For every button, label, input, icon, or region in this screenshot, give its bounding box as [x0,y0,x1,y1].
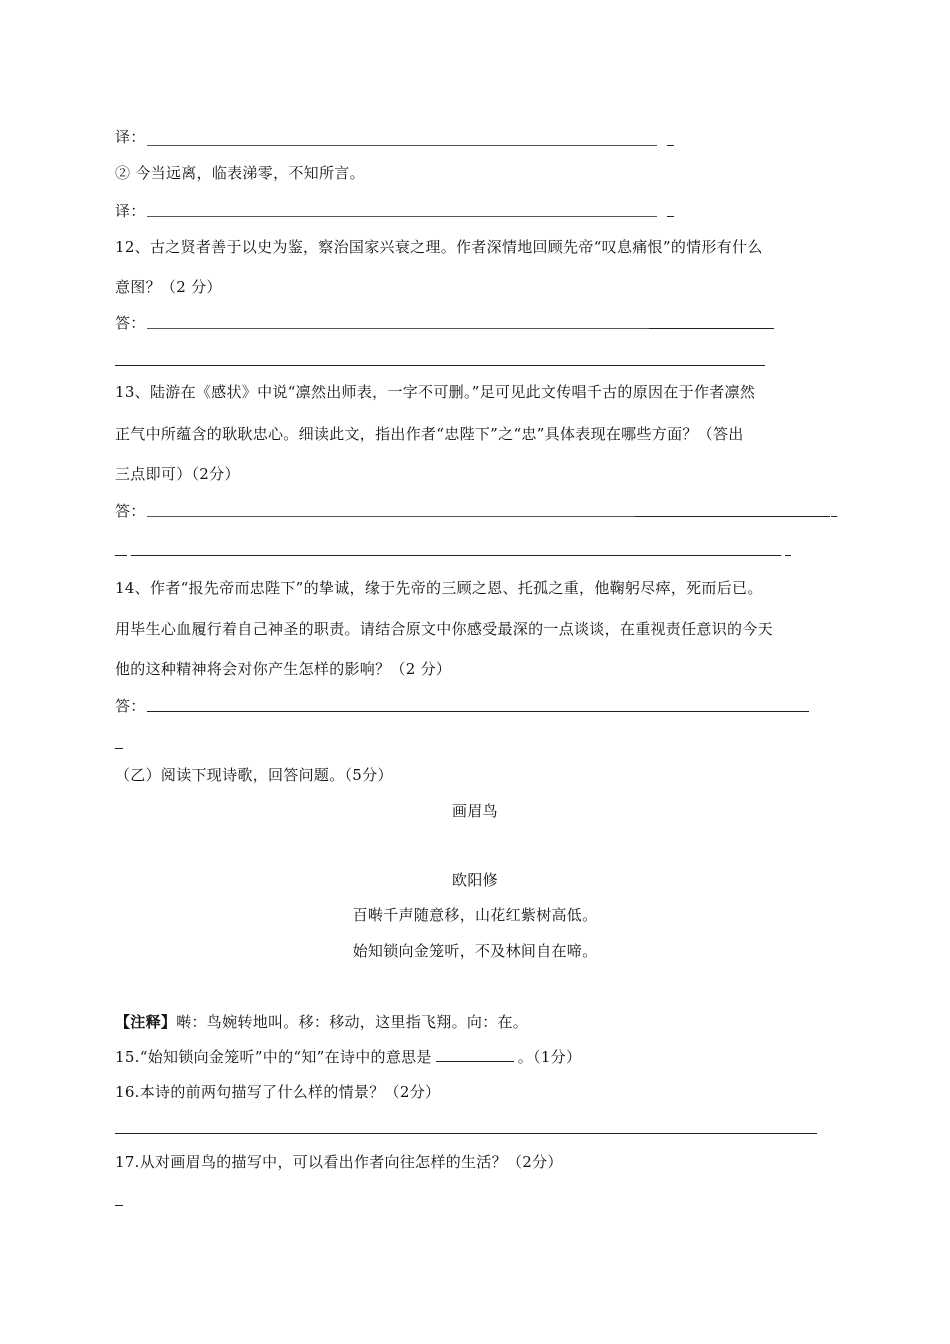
line-tick [667,216,674,217]
line-tick [831,516,837,517]
section-b-heading: （乙）阅读下现诗歌，回答问题。（5分） [115,766,393,784]
poem-line-2: 始知锁向金笼听，不及林间自在啼。 [352,942,598,960]
line-tick [785,555,791,556]
answer-line-14a[interactable] [147,711,809,712]
answer-line-16[interactable] [115,1133,817,1134]
answer-line-13b[interactable] [131,555,781,556]
classical-sentence-2: ② 今当远离，临表涕零，不知所言。 [115,164,365,182]
question-16: 16.本诗的前两句描写了什么样的情景？（2分） [115,1083,441,1101]
answer-line-12a[interactable] [147,328,649,329]
question-15 [115,1047,581,1067]
question-17: 17.从对画眉鸟的描写中，可以看出作者向往怎样的生活？（2分） [115,1153,563,1171]
answer-line-17[interactable] [115,1205,123,1206]
answer-line-13a[interactable] [147,516,635,517]
answer-line-14b[interactable] [115,748,123,749]
translation-label-2: 译： [115,202,146,220]
question-13-line-2: 正气中所蕴含的耿耿忠心。细读此文，指出作者“忠陛下”之“忠”具体表现在哪些方面？（答出 [115,425,744,443]
note-text: 啭：鸟婉转地叫。移：移动，这里指飞翔。向：在。 [176,1013,529,1031]
translation-label-1: 译： [115,128,146,146]
answer-label-13: 答： [115,502,146,520]
question-14-line-2: 用毕生心血履行着自己神圣的职责。请结合原文中你感受最深的一点谈谈，在重视责任意识的今天 [115,620,773,638]
answer-line-12a-end [649,328,774,329]
question-15-suffix: 。（1分） [517,1048,582,1066]
poem-note [115,1012,528,1032]
translation-answer-line-1[interactable] [147,145,657,146]
question-14-line-3: 他的这种精神将会对你产生怎样的影响？（2 分） [115,660,452,678]
poem-title: 画眉鸟 [452,802,498,820]
poem-line-1: 百啭千声随意移，山花红紫树高低。 [352,906,598,924]
question-15-blank[interactable] [436,1047,514,1062]
question-13-line-1: 13、陆游在《感状》中说“凛然出师表，一字不可删。”足可见此文传唱千古的原因在于作者凛然 [115,383,756,401]
answer-label-14: 答： [115,697,146,715]
question-14-line-1: 14、作者“报先帝而忠陛下”的挚诚，缘于先帝的三顾之恩、托孤之重，他鞠躬尽瘁，死而后已。 [115,579,763,597]
answer-line-12b[interactable] [115,365,765,366]
answer-line-13a-end [635,516,830,517]
question-15-prefix: 15.“始知锁向金笼听”中的“知”在诗中的意思是 [115,1048,432,1066]
answer-label-12: 答： [115,314,146,332]
note-label: 【注释】 [115,1013,177,1031]
question-12-line-2: 意图？（2 分） [115,278,222,296]
translation-answer-line-2[interactable] [147,216,657,217]
line-tick [115,555,127,556]
poem-author: 欧阳修 [452,871,498,889]
question-13-line-3: 三点即可）（2分） [115,465,240,483]
question-12-line-1: 12、古之贤者善于以史为鉴，察治国家兴衰之理。作者深情地回顾先帝“叹息痛恨”的情形有什么 [115,238,763,256]
line-tick [667,145,674,146]
